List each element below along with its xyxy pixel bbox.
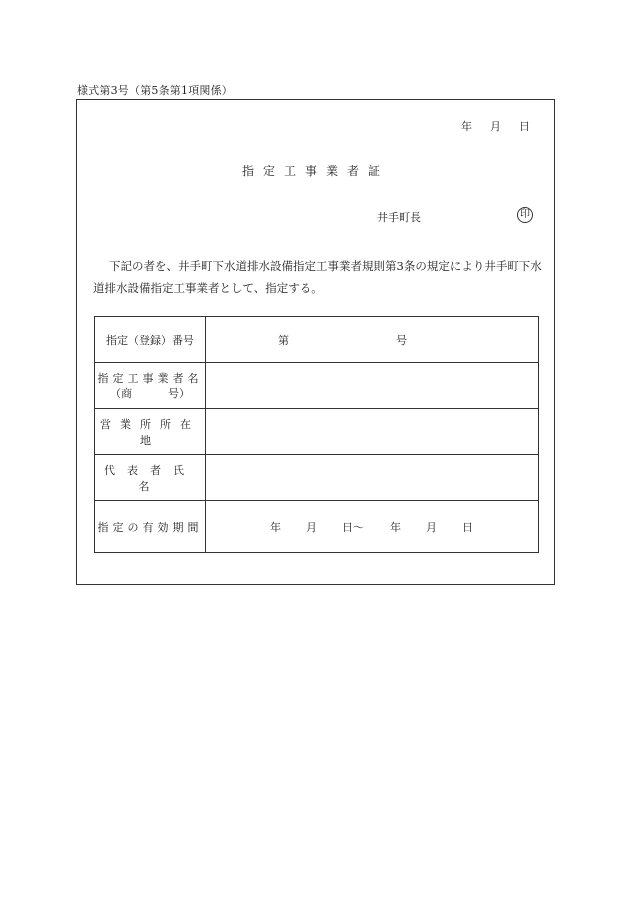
office-address-label: 営業所所在地 <box>95 409 206 455</box>
date-day: 日 <box>519 120 530 133</box>
validity-period-value <box>206 501 539 553</box>
designation-number-label-text: 指定（登録）番号 <box>106 333 194 347</box>
statement-line-2: 道排水設備指定工事業者として、指定する。 <box>93 281 323 295</box>
representative-name-label: 代表者氏名 <box>95 455 206 501</box>
contractor-name-label <box>95 363 206 409</box>
period-end-day: 日 <box>462 521 473 534</box>
contractor-name-label-text: 指定工事業者名 <box>97 371 203 385</box>
period-start-month: 月 <box>306 521 317 534</box>
date-month: 月 <box>490 120 501 133</box>
number-suffix: 号 <box>396 334 407 347</box>
certificate-table <box>94 316 539 553</box>
period-end-month: 月 <box>426 521 437 534</box>
certificate-frame <box>76 99 555 585</box>
date-year: 年 <box>461 120 472 133</box>
contractor-name-value <box>206 363 539 409</box>
designation-number-value <box>206 317 539 363</box>
certificate-title: 指定工事業者証 <box>241 164 389 178</box>
issuer-name: 井手町長 <box>377 211 421 224</box>
statement-line-1: 下記の者を、井手町下水道排水設備指定工事業者規則第3条の規定により井手町下水 <box>109 259 542 273</box>
number-prefix: 第 <box>278 334 289 347</box>
table-row <box>95 317 539 363</box>
designation-statement <box>93 255 543 299</box>
table-row <box>95 455 539 501</box>
validity-period-range <box>270 519 473 535</box>
period-start-year: 年 <box>270 521 281 534</box>
period-end-year: 年 <box>390 521 401 534</box>
table-row <box>95 363 539 409</box>
seal-mark: 印 <box>517 207 533 223</box>
designation-number-label <box>95 317 206 363</box>
trade-name-sublabel <box>95 386 205 401</box>
office-address-value <box>206 409 539 455</box>
trade-name-close: 号） <box>168 386 190 400</box>
period-start-day: 日～ <box>342 521 364 534</box>
representative-name-value <box>206 455 539 501</box>
form-number-label: 様式第3号（第5条第1項関係） <box>77 84 233 97</box>
trade-name-open: （商 <box>110 386 132 400</box>
table-row <box>95 409 539 455</box>
table-row <box>95 501 539 553</box>
validity-period-label: 指定の有効期間 <box>95 501 206 553</box>
issue-date-line <box>461 118 530 134</box>
